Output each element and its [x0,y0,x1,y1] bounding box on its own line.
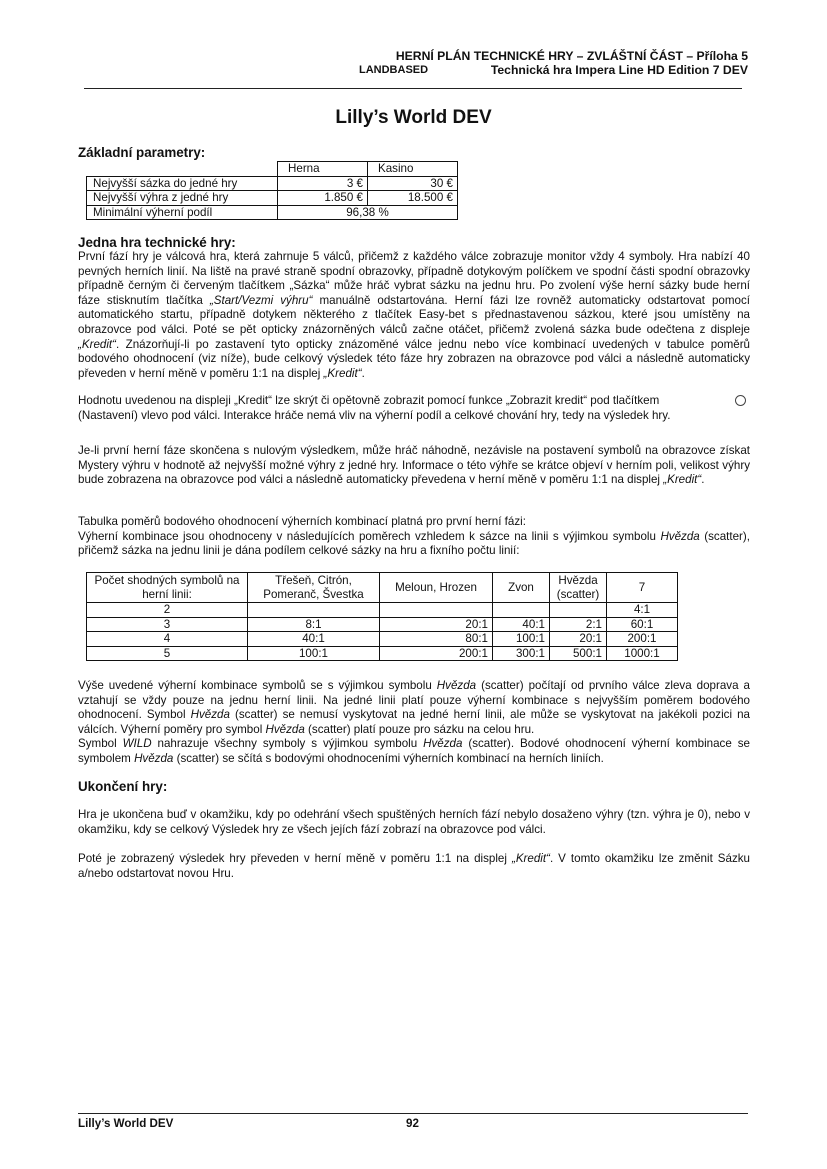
basic-params-table [86,161,458,220]
table-row [87,191,458,206]
section-heading-game: Jedna hra technické hry: [78,235,236,250]
section-heading-game-end: Ukončení hry: [78,779,168,794]
column-header-kasino: Kasino [368,162,458,177]
table-cell: 60:1 [607,617,678,632]
table-cell: 100:1 [493,632,550,647]
paragraph-result-transfer: Poté je zobrazený výsledek hry převeden v herní měně v poměru 1:1 na displej „Kredit“. V tomto okamžiku lze změnit Sázku a/nebo odstartovat novou Hru. [78,852,750,880]
column-header-seven: 7 [607,573,678,603]
column-header-fruits: Třešeň, Citrón, Pomeranč, Švestka [248,573,380,603]
table-cell: 3 [87,617,248,632]
table-cell: 4 [87,632,248,647]
header-rule [84,88,742,89]
table-row [87,646,678,661]
column-header-bell: Zvon [493,573,550,603]
footer-rule [78,1113,748,1114]
page-number: 92 [406,1117,419,1130]
table-cell [493,603,550,618]
table-cell: 200:1 [380,646,493,661]
table-row [87,205,458,220]
value-combined: 96,38 % [278,205,458,220]
table-row [87,617,678,632]
footer-title: Lilly’s World DEV [78,1117,174,1130]
table-header-row [87,573,678,603]
table-cell: 8:1 [248,617,380,632]
table-header-row [87,162,458,177]
table-cell: 100:1 [248,646,380,661]
basic-params-heading: Základní parametry: [78,145,206,160]
table-cell [550,603,607,618]
table-cell: 200:1 [607,632,678,647]
table-cell: 500:1 [550,646,607,661]
column-header-herna: Herna [278,162,368,177]
table-cell: 2 [87,603,248,618]
table-cell-empty [87,162,278,177]
table-row [87,632,678,647]
paragraph-game-description: První fází hry je válcová hra, která zahrnuje 5 válců, přičemž z každého válce zobrazuje monitor vždy 4 symboly. Hra nabízí 40 pevných herních linií. Na liště na pravé straně spodní obrazovky, případně dotykovým políčkem ve spodní části spodní obrazovky případně černým či červeným tlačítkem „Sázka“ může hráč vybrat sázku na jednu hru. Po zvolení výše herní sázky bude herní fáze stisknutím tlačítka „Start/Vezmi výhru“ manuálně odstartována. Herní fázi lze rovněž automaticky odstartovat pomocí automatického startu, případně dotykem některého z tlačítek Easy-bet s přednastavenou sázkou, které jsou umístěny na obrazovce pod válci. Poté se pět opticky znázorněných válců začne otáčet, přičemž zvolená sázka bude odečtena z displeje „Kredit“. Znázorňují-li po zastavení tyto opticky znázoměné válce jednu nebo více kombinací uvedených v tabulce poměrů bodového ohodnocení (viz níže), bude celkový výsledek této fáze hry zobrazen na obrazovce pod válci a následně automaticky převeden v herní měně v poměru 1:1 na displej „Kredit“. [78,250,750,380]
table-cell: 300:1 [493,646,550,661]
value-kasino: 18.500 € [368,191,458,206]
header-title: HERNÍ PLÁN TECHNICKÉ HRY – ZVLÁŠTNÍ ČÁST – Příloha 5 [395,49,748,63]
table-cell: 20:1 [550,632,607,647]
table-cell [380,603,493,618]
paragraph-paytable-intro: Tabulka poměrů bodového ohodnocení výherních kombinací platná pro první herní fázi: Výherní kombinace jsou ohodnoceny v následujících poměrech vzhledem k sázce na linii s výjimkou symbolu Hvězda (scatter), přičemž sázka na jednu linii je dána podílem celkové sázky na hru a fixního počtu linií: [78,515,750,558]
column-header-count: Počet shodných symbolů na herní linii: [87,573,248,603]
paragraph-credit-display: Hodnotu uvedenou na displeji „Kredit“ lze skrýt či opětovně zobrazit pomocí funkce „Zobrazit kredit“ pod tlačítkem (Nastavení) vlevo pod válci. Interakce hráče nemá vliv na výherní podíl a celkové chování hry, tedy na výsledek hry. [78,394,671,422]
table-cell: 4:1 [607,603,678,618]
value-herna: 1.850 € [278,191,368,206]
table-cell: 40:1 [493,617,550,632]
value-kasino: 30 € [368,176,458,191]
table-cell: 2:1 [550,617,607,632]
page-title: Lilly’s World DEV [335,107,492,128]
table-cell: 20:1 [380,617,493,632]
column-header-star-scatter: Hvězda (scatter) [550,573,607,603]
table-cell: 1000:1 [607,646,678,661]
gear-icon [735,395,746,406]
row-label: Nejvyšší sázka do jedné hry [87,176,278,191]
table-cell: 80:1 [380,632,493,647]
table-row [87,176,458,191]
paragraph-scatter-rules: Výše uvedené výherní kombinace symbolů se s výjimkou symbolu Hvězda (scatter) počítají od prvního válce zleva doprava a vztahují se vždy pouze na jednu herní linii. Na jedné linii platí pouze výherní kombinace s nejvyšším poměrem bodového ohodnocení. Symbol Hvězda (scatter) se nemusí vyskytovat na jedné herní linii, ale může se vyskytovat na jakékoli pozici na válcích. Výherní poměry pro symbol Hvězda (scatter) platí pouze pro sázku na celou hru. Symbol WILD nahrazuje všechny symboly s výjimkou symbolu Hvězda (scatter). Bodové ohodnocení výherní kombinace se symbolem Hvězda (scatter) se sčítá s bodovými ohodnoceními výherních kombinací na herních liniích. [78,679,750,765]
header-game-edition: Technická hra Impera Line HD Edition 7 DEV [490,63,748,77]
value-herna: 3 € [278,176,368,191]
paragraph-mystery-win: Je-li první herní fáze skončena s nulovým výsledkem, může hráč náhodně, nezávisle na postavení symbolů na obrazovce získat Mystery výhru v hodnotě až nejvyšší možné výhry z jedné hry. Informace o této výhře se krátce objeví v herním poli, velikost výhry bude zobrazena na obrazovce pod válci a následně automaticky převedena v herní měně v poměru 1:1 na displej „Kredit“. [78,444,750,487]
row-label: Nejvyšší výhra z jedné hry [87,191,278,206]
header-landbased: LANDBASED [359,64,429,76]
table-cell: 5 [87,646,248,661]
table-cell [248,603,380,618]
table-cell: 40:1 [248,632,380,647]
table-row [87,603,678,618]
column-header-melon-grape: Meloun, Hrozen [380,573,493,603]
row-label: Minimální výherní podíl [87,205,278,220]
paytable [86,572,678,661]
paragraph-game-end: Hra je ukončena buď v okamžiku, kdy po odehrání všech spuštěných herních fází nebylo dosaženo výhry (tzn. výhra je 0), nebo v okamžiku, kdy se celkový Výsledek hry ze všech jejích fází zobrazí na obrazovce pod válci. [78,808,750,836]
